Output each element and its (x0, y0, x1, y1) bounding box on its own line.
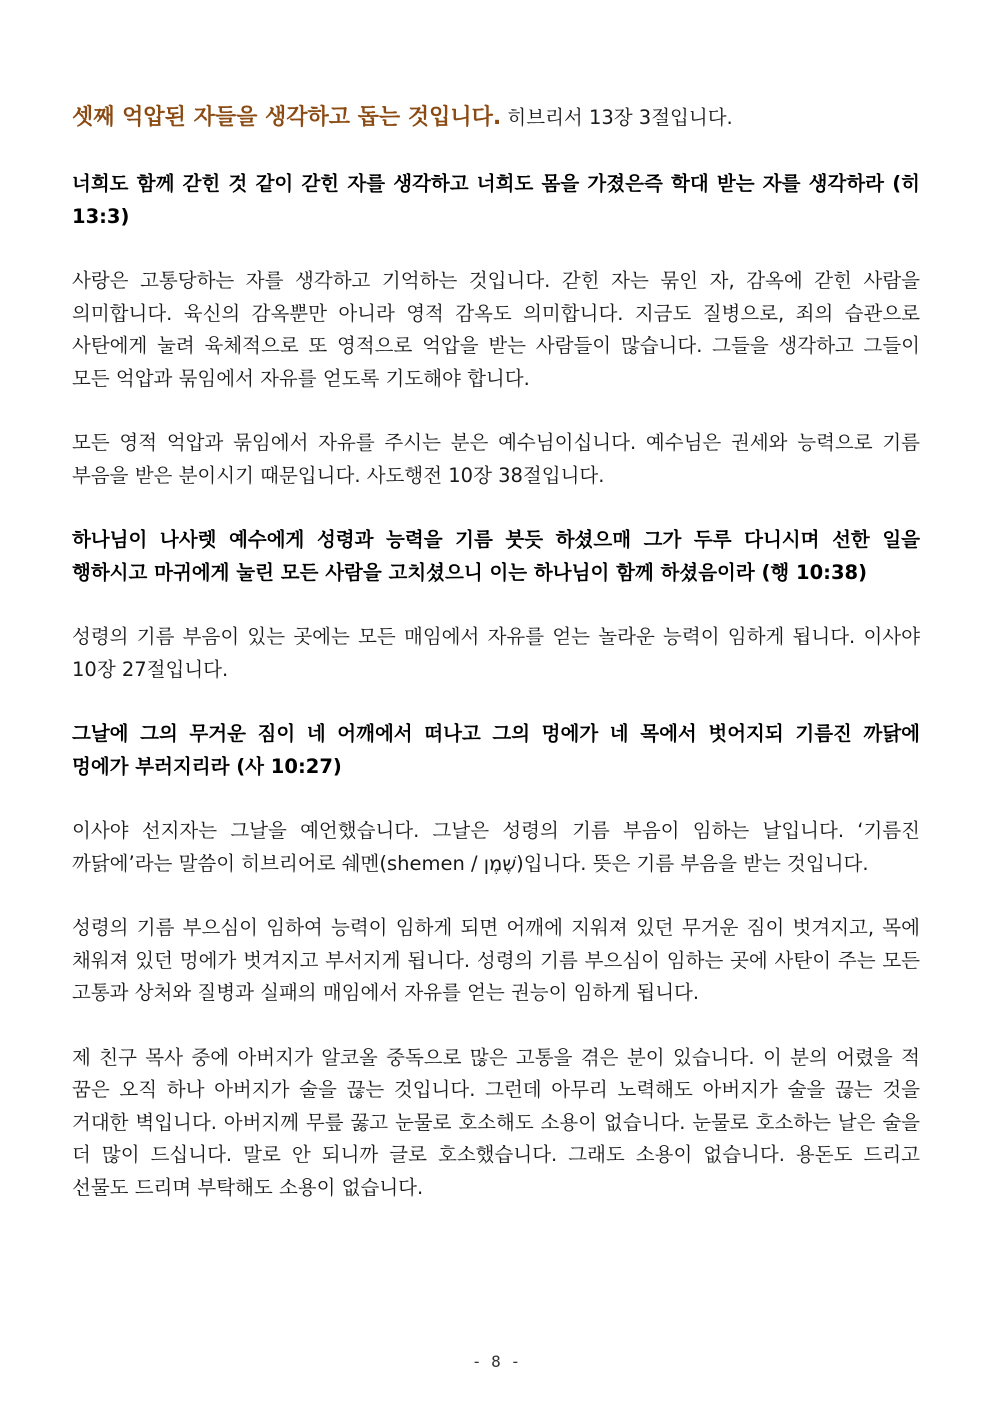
section-title: 셋째 억압된 자들을 생각하고 돕는 것입니다. (72, 105, 502, 130)
body-paragraph: 모든 영적 억압과 묶임에서 자유를 주시는 분은 예수님이십니다. 예수님은 권세와 능력으로 기름 부음을 받은 분이시기 때문입니다. 사도행전 10장 38절입니다. (72, 431, 920, 487)
page-number: - 8 - (471, 1352, 521, 1371)
body-paragraph: 이사야 선지자는 그날을 예언했습니다. 그날은 성령의 기름 부음이 임하는 날입니다. ‘기름진 까닭에’라는 말씀이 히브리어로 쉐멘(shemen / שֶׁמֶן)입니다. 뜻은 기름 부음을 받는 것입니다. (72, 819, 920, 875)
body-paragraph: 성령의 기름 부음이 있는 곳에는 모든 매임에서 자유를 얻는 놀라운 능력이 임하게 됩니다. 이사야 10장 27절입니다. (72, 625, 920, 681)
section-reference: 히브리서 13장 3절입니다. (501, 106, 733, 129)
body-paragraph: 제 친구 목사 중에 아버지가 알코올 중독으로 많은 고통을 겪은 분이 있습니다. 이 분의 어렸을 적 꿈은 오직 하나 아버지가 술을 끊는 것입니다. 그런데 아무리 노력해도 아버지가 술을 끊는 것을 거대한 벽입니다. 아버지께 무릎 꿇고 눈물로 호소해도 소용이 없습니다. 눈물로 호소하는 날은 술을 더 많이 드십니다. 말로 안 되니까 글로 호소했습니다. 그래도 소용이 없습니다. 용돈도 드리고 선물도 드리며 부탁해도 소용이 없습니다. (72, 1045, 920, 1199)
body-paragraph: 사랑은 고통당하는 자를 생각하고 기억하는 것입니다. 갇힌 자는 묶인 자, 감옥에 갇힌 사람을 의미합니다. 육신의 감옥뿐만 아니라 영적 감옥도 의미합니다. 지금도 질병으로, 죄의 습관으로 사탄에게 눌려 육체적으로 또 영적으로 억압을 받는 사람들이 많습니다. 그들을 생각하고 그들이 모든 억압과 묶임에서 자유를 얻도록 기도해야 합니다. (72, 269, 920, 390)
document-page (72, 96, 920, 1204)
section-heading (72, 96, 920, 140)
body-paragraph: 성령의 기름 부으심이 임하여 능력이 임하게 되면 어깨에 지워져 있던 무거운 짐이 벗겨지고, 목에 채워져 있던 멍에가 벗겨지고 부서지게 됩니다. 성령의 기름 부으심이 임하는 곳에 사탄이 주는 모든 고통과 상처와 질병과 실패의 매임에서 자유를 얻는 권능이 임하게 됩니다. (72, 916, 920, 1004)
bible-verse-acts: 하나님이 나사렛 예수에게 성령과 능력을 기름 붓듯 하셨으매 그가 두루 다니시며 선한 일을 행하시고 마귀에게 눌린 모든 사람을 고치셨으니 이는 하나님이 함께 하셨음이라 (행 10:38) (72, 528, 920, 584)
bible-verse-isaiah: 그날에 그의 무거운 짐이 네 어깨에서 떠나고 그의 멍에가 네 목에서 벗어지되 기름진 까닭에 멍에가 부러지리라 (사 10:27) (72, 722, 920, 778)
bible-verse-hebrews: 너희도 함께 갇힌 것 같이 갇힌 자를 생각하고 너희도 몸을 가졌은즉 학대 받는 자를 생각하라 (히 13:3) (72, 172, 920, 228)
